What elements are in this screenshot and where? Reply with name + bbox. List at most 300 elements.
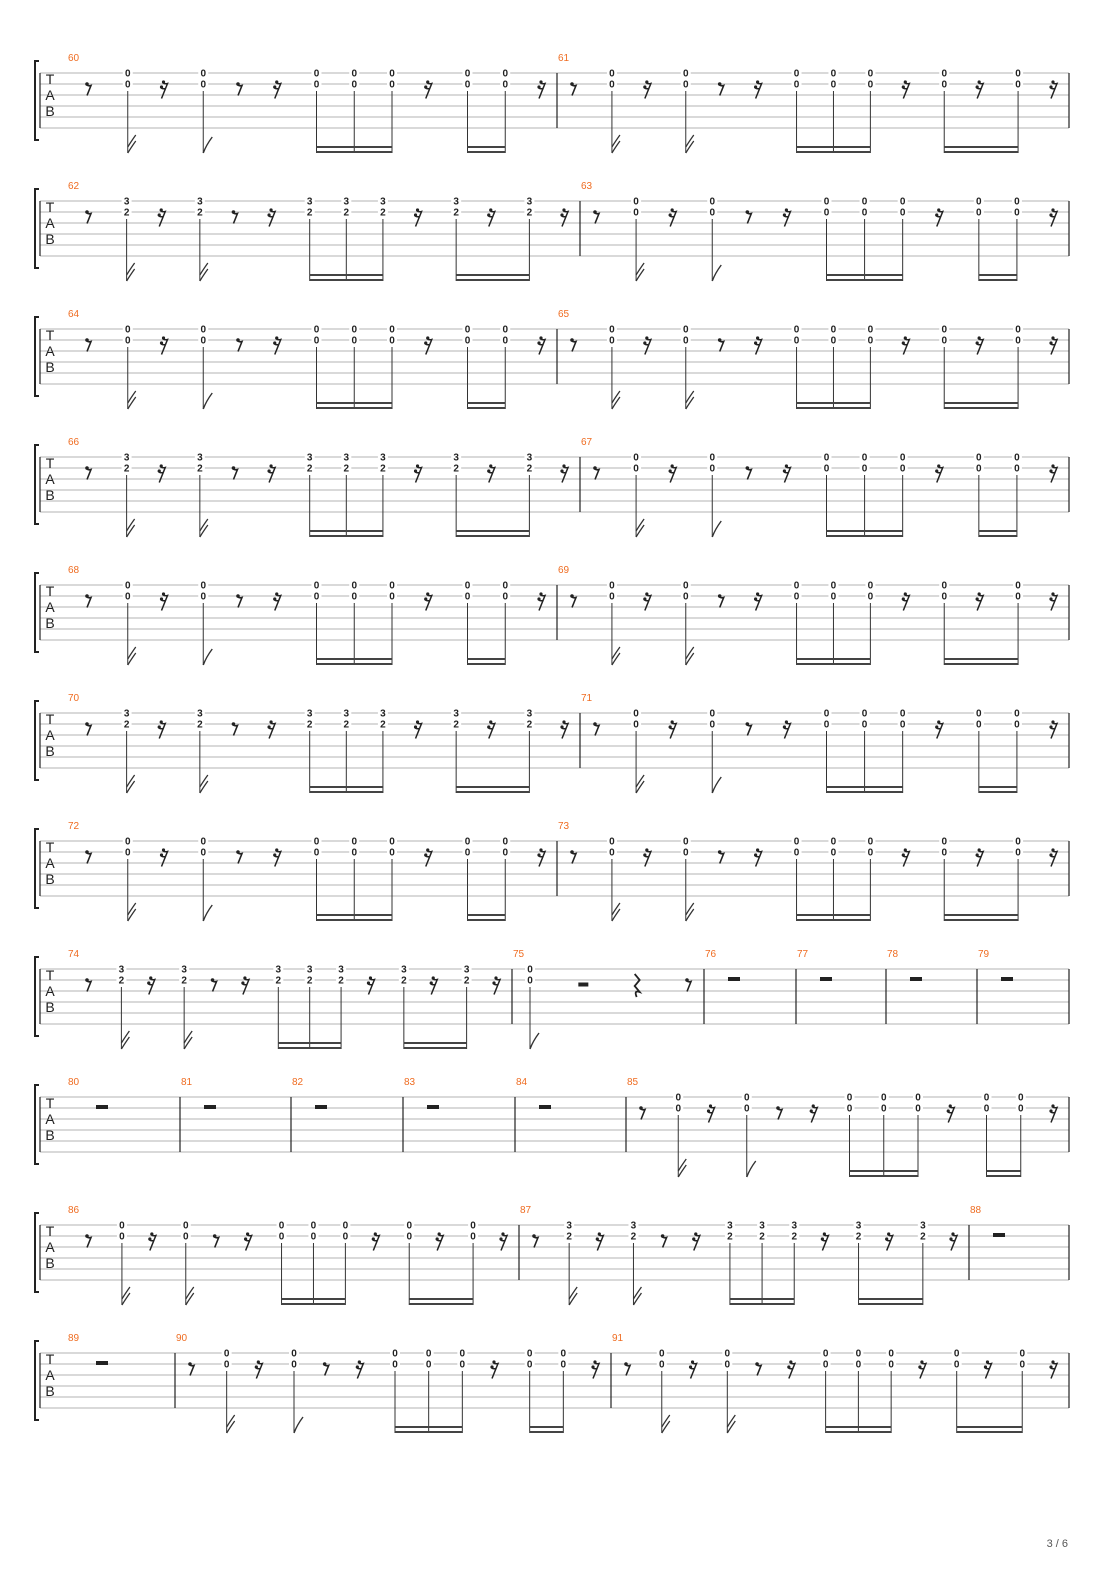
- fret-number: 2: [306, 463, 313, 475]
- fret-number: 0: [899, 708, 906, 720]
- fret-number: 0: [392, 1348, 398, 1360]
- sixteenth-rest: [976, 82, 983, 99]
- fret-number: 0: [861, 207, 868, 219]
- fret-number: 0: [633, 463, 639, 475]
- sixteenth-rest-dot: [426, 592, 429, 595]
- sixteenth-rest-dot: [539, 592, 542, 595]
- sixteenth-rest-dot: [904, 848, 907, 851]
- fret-number: 2: [343, 463, 350, 475]
- measure-number: 70: [68, 693, 80, 704]
- fret-number: 0: [406, 1231, 413, 1243]
- system-bracket: [35, 829, 39, 908]
- tab-clef-letter: B: [45, 103, 55, 119]
- fret-number: 0: [1014, 196, 1020, 208]
- sixteenth-rest: [561, 210, 568, 227]
- sixteenth-rest: [783, 722, 790, 739]
- stem-flag: [203, 137, 212, 153]
- fret-number: 3: [855, 1220, 862, 1232]
- fret-number: 0: [342, 1220, 349, 1232]
- sixteenth-rest: [693, 1234, 700, 1251]
- beam: [827, 279, 903, 281]
- sixteenth-rest: [488, 466, 495, 483]
- fret-number: 2: [759, 1231, 765, 1243]
- eighth-rest-dot: [624, 1362, 628, 1366]
- fret-number: 3: [463, 964, 470, 976]
- eighth-rest-dot: [661, 1234, 665, 1238]
- beam: [404, 1047, 467, 1049]
- fret-number: 0: [830, 335, 837, 347]
- sixteenth-rest-dot: [1051, 1104, 1054, 1107]
- fret-number: 0: [119, 1231, 125, 1243]
- sixteenth-rest-dot: [160, 85, 163, 88]
- fret-number: 0: [823, 463, 830, 475]
- fret-number: 0: [609, 335, 615, 347]
- measure: [68, 309, 545, 409]
- sixteenth-rest: [902, 338, 909, 355]
- stem-flag: [127, 775, 135, 793]
- sixteenth-rest: [561, 466, 568, 483]
- eighth-rest-dot: [593, 722, 597, 726]
- eighth-rest-dot: [85, 978, 89, 982]
- beam: [310, 274, 383, 276]
- sixteenth-rest-dot: [501, 1232, 504, 1235]
- sixteenth-rest: [372, 1234, 379, 1251]
- fret-number: 0: [846, 1103, 853, 1115]
- fret-number: 0: [867, 836, 874, 848]
- sixteenth-rest-dot: [414, 469, 417, 472]
- fret-number: 0: [389, 847, 395, 859]
- beam: [797, 151, 871, 153]
- beam: [310, 786, 383, 788]
- sixteenth-rest: [161, 82, 168, 99]
- stem-flag: [227, 1415, 235, 1433]
- sixteenth-rest-dot: [789, 1360, 792, 1363]
- fret-number: 3: [526, 452, 533, 464]
- fret-number: 0: [793, 79, 800, 91]
- sixteenth-rest-dot: [426, 80, 429, 83]
- sixteenth-rest: [592, 1362, 599, 1379]
- stem-flag: [612, 903, 620, 921]
- eighth-rest-dot: [232, 722, 236, 726]
- measure: [68, 181, 568, 281]
- fret-number: 2: [453, 207, 459, 219]
- fret-number: 3: [306, 708, 313, 720]
- stem-flag: [127, 519, 135, 537]
- sixteenth-rest-dot: [787, 1365, 790, 1368]
- measure: [68, 1205, 507, 1305]
- sixteenth-rest-dot: [267, 725, 270, 728]
- fret-number: 0: [675, 1103, 682, 1115]
- sixteenth-rest-dot: [1049, 597, 1052, 600]
- eighth-rest-dot: [323, 1362, 327, 1366]
- sixteenth-rest-dot: [160, 208, 163, 211]
- stem-flag: [662, 1415, 670, 1433]
- tab-clef-letter: A: [45, 1367, 55, 1383]
- beam: [979, 786, 1017, 788]
- beam: [310, 791, 383, 793]
- fret-number: 2: [453, 719, 459, 731]
- sixteenth-rest-dot: [1051, 80, 1054, 83]
- fret-number: 0: [855, 1359, 862, 1371]
- sixteenth-rest: [936, 466, 943, 483]
- measure-number: 82: [292, 1077, 304, 1088]
- sixteenth-rest: [902, 82, 909, 99]
- fret-number: 0: [1015, 580, 1021, 592]
- sixteenth-rest: [425, 594, 432, 611]
- fret-number: 2: [123, 719, 130, 731]
- fret-number: 0: [899, 452, 906, 464]
- sixteenth-rest-dot: [756, 336, 759, 339]
- fret-number: 0: [351, 836, 358, 848]
- sixteenth-rest-dot: [937, 720, 940, 723]
- stem-flag: [203, 393, 212, 409]
- beam: [530, 1426, 564, 1428]
- fret-number: 0: [342, 1231, 349, 1243]
- eighth-rest-dot: [85, 594, 89, 598]
- tab-clef-letter: T: [45, 327, 55, 343]
- sixteenth-rest: [976, 850, 983, 867]
- sixteenth-rest: [415, 466, 422, 483]
- sixteenth-rest-dot: [416, 720, 419, 723]
- beam: [282, 1303, 346, 1305]
- sixteenth-rest-dot: [162, 80, 165, 83]
- fret-number: 3: [275, 964, 282, 976]
- sixteenth-rest: [245, 1234, 252, 1251]
- eighth-rest-dot: [532, 1234, 536, 1238]
- eighth-rest-dot: [718, 594, 722, 598]
- sixteenth-rest-dot: [1049, 725, 1052, 728]
- fret-number: 3: [306, 196, 313, 208]
- sixteenth-rest: [644, 594, 651, 611]
- fret-number: 3: [380, 708, 386, 720]
- fret-number: 0: [351, 79, 358, 91]
- eighth-rest-dot: [746, 466, 750, 470]
- sixteenth-rest-dot: [671, 208, 674, 211]
- eighth-rest-dot: [755, 1362, 759, 1366]
- beam: [797, 663, 871, 665]
- beam: [468, 146, 506, 148]
- sixteenth-rest-dot: [162, 848, 165, 851]
- fret-number: 0: [502, 836, 509, 848]
- fret-number: 0: [502, 335, 509, 347]
- fret-number: 0: [941, 324, 948, 336]
- whole-rest: [96, 1361, 108, 1365]
- sixteenth-rest: [500, 1234, 507, 1251]
- fret-number: 2: [197, 207, 203, 219]
- beam: [317, 146, 393, 148]
- sixteenth-rest: [488, 210, 495, 227]
- sixteenth-rest-dot: [937, 464, 940, 467]
- fret-number: 0: [830, 580, 837, 592]
- sixteenth-rest-dot: [984, 1365, 987, 1368]
- sixteenth-rest: [158, 722, 165, 739]
- sixteenth-rest-dot: [499, 1237, 502, 1240]
- sixteenth-rest: [976, 338, 983, 355]
- sixteenth-rest-dot: [255, 1365, 258, 1368]
- sixteenth-rest-dot: [424, 341, 427, 344]
- tab-clef-letter: T: [45, 583, 55, 599]
- fret-number: 0: [200, 847, 207, 859]
- fret-number: 0: [915, 1103, 921, 1115]
- fret-number: 0: [983, 1092, 990, 1104]
- system-bracket: [35, 1213, 39, 1292]
- sixteenth-rest: [669, 722, 676, 739]
- fret-number: 0: [633, 452, 639, 464]
- sixteenth-rest-dot: [1049, 1365, 1052, 1368]
- sixteenth-rest: [1050, 1362, 1057, 1379]
- staff-system: [35, 53, 1069, 153]
- fret-number: 0: [830, 591, 837, 603]
- measure-number: 64: [68, 309, 80, 320]
- fret-number: 3: [526, 708, 533, 720]
- stem-flag: [128, 647, 136, 665]
- sixteenth-rest-dot: [1051, 336, 1054, 339]
- measure-number: 61: [558, 53, 570, 64]
- fret-number: 0: [609, 324, 615, 336]
- fret-number: 0: [1019, 1359, 1026, 1371]
- measure-number: 77: [797, 949, 809, 960]
- fret-number: 0: [200, 68, 207, 80]
- fret-number: 0: [976, 452, 982, 464]
- sixteenth-rest-dot: [935, 213, 938, 216]
- sixteenth-rest: [268, 466, 275, 483]
- fret-number: 3: [453, 196, 459, 208]
- sixteenth-rest-dot: [598, 1232, 601, 1235]
- fret-number: 0: [526, 1348, 533, 1360]
- stem-flag: [612, 391, 620, 409]
- system-bracket: [35, 1085, 39, 1164]
- fret-number: 0: [124, 847, 131, 859]
- tab-clef-letter: T: [45, 711, 55, 727]
- fret-number: 3: [343, 452, 350, 464]
- sixteenth-rest: [1050, 594, 1057, 611]
- sixteenth-rest: [425, 82, 432, 99]
- measure: [557, 309, 1057, 409]
- fret-number: 0: [124, 68, 131, 80]
- measure-number: 81: [181, 1077, 193, 1088]
- sixteenth-rest-dot: [756, 592, 759, 595]
- measure-number: 60: [68, 53, 80, 64]
- fret-number: 0: [658, 1348, 665, 1360]
- fret-number: 0: [351, 68, 358, 80]
- beam: [979, 279, 1017, 281]
- fret-number: 3: [343, 196, 350, 208]
- sixteenth-rest: [755, 850, 762, 867]
- fret-number: 3: [566, 1220, 572, 1232]
- eighth-rest-dot: [211, 978, 215, 982]
- sixteenth-rest: [488, 722, 495, 739]
- sixteenth-rest: [356, 1362, 363, 1379]
- sixteenth-rest-dot: [643, 85, 646, 88]
- sixteenth-rest-dot: [160, 341, 163, 344]
- fret-number: 0: [633, 719, 639, 731]
- sixteenth-rest: [1050, 82, 1057, 99]
- fret-number: 0: [682, 335, 689, 347]
- fret-number: 0: [502, 591, 509, 603]
- measure: [175, 1333, 599, 1433]
- beam: [730, 1303, 794, 1305]
- fret-number: 2: [380, 207, 386, 219]
- fret-number: 2: [123, 463, 130, 475]
- measure-number: 67: [581, 437, 593, 448]
- fret-number: 0: [682, 591, 689, 603]
- fret-number: 0: [389, 335, 395, 347]
- sixteenth-rest-dot: [1051, 1360, 1054, 1363]
- fret-number: 3: [380, 196, 386, 208]
- quarter-rest: [635, 974, 640, 997]
- fret-number: 0: [1017, 1092, 1024, 1104]
- sixteenth-rest-dot: [754, 597, 757, 600]
- sixteenth-rest-dot: [489, 464, 492, 467]
- system-bracket: [35, 189, 39, 268]
- fret-number: 0: [867, 79, 874, 91]
- measure-number: 68: [68, 565, 80, 576]
- system-bracket: [35, 1341, 39, 1420]
- sixteenth-rest-dot: [160, 853, 163, 856]
- stem-flag: [686, 647, 694, 665]
- tab-clef-letter: B: [45, 743, 55, 759]
- stem-flag: [200, 263, 208, 281]
- beam: [468, 402, 506, 404]
- fret-number: 3: [123, 452, 130, 464]
- fret-number: 0: [406, 1220, 413, 1232]
- sixteenth-rest: [936, 722, 943, 739]
- sixteenth-rest-dot: [158, 213, 161, 216]
- tab-clef-letter: T: [45, 455, 55, 471]
- beam: [409, 1303, 473, 1305]
- fret-number: 0: [830, 847, 837, 859]
- sixteenth-rest-dot: [432, 976, 435, 979]
- sixteenth-rest-dot: [902, 341, 905, 344]
- fret-number: 0: [313, 68, 320, 80]
- beam: [456, 274, 529, 276]
- eighth-rest-dot: [232, 210, 236, 214]
- fret-number: 0: [351, 847, 358, 859]
- tab-clef-letter: A: [45, 343, 55, 359]
- fret-number: 2: [197, 719, 203, 731]
- fret-number: 2: [855, 1231, 862, 1243]
- sixteenth-rest-dot: [358, 1360, 361, 1363]
- fret-number: 0: [389, 580, 395, 592]
- sixteenth-rest-dot: [976, 597, 979, 600]
- tab-clef-letter: B: [45, 359, 55, 375]
- beam: [282, 1298, 346, 1300]
- fret-number: 0: [709, 719, 716, 731]
- sixteenth-rest-dot: [416, 464, 419, 467]
- stem-flag: [128, 391, 136, 409]
- beam: [530, 1431, 564, 1433]
- sixteenth-rest-dot: [372, 1237, 375, 1240]
- sixteenth-rest: [268, 210, 275, 227]
- eighth-rest-dot: [593, 210, 597, 214]
- beam: [468, 663, 506, 665]
- sixteenth-rest-dot: [160, 597, 163, 600]
- fret-number: 0: [888, 1359, 894, 1371]
- sixteenth-rest: [561, 722, 568, 739]
- fret-number: 0: [200, 591, 207, 603]
- sixteenth-rest-dot: [951, 1232, 954, 1235]
- fret-number: 0: [830, 68, 837, 80]
- fret-number: 0: [124, 591, 131, 603]
- sixteenth-rest-dot: [267, 213, 270, 216]
- fret-number: 3: [630, 1220, 637, 1232]
- stem-flag: [122, 1287, 130, 1305]
- beam: [987, 1175, 1021, 1177]
- fret-number: 2: [343, 719, 350, 731]
- eighth-rest-dot: [746, 210, 750, 214]
- fret-number: 0: [867, 580, 874, 592]
- tab-clef-letter: A: [45, 599, 55, 615]
- sixteenth-rest: [161, 338, 168, 355]
- fret-number: 0: [861, 196, 868, 208]
- fret-number: 0: [823, 708, 830, 720]
- fret-number: 0: [464, 335, 471, 347]
- tab-clef-letter: A: [45, 1239, 55, 1255]
- beam: [395, 1431, 462, 1433]
- fret-number: 0: [560, 1348, 567, 1360]
- stem-flag: [186, 1287, 194, 1305]
- fret-number: 2: [306, 975, 313, 987]
- sixteenth-rest-dot: [430, 981, 433, 984]
- sixteenth-rest: [425, 338, 432, 355]
- sixteenth-rest-dot: [694, 1232, 697, 1235]
- sixteenth-rest-dot: [162, 336, 165, 339]
- sixteenth-rest-dot: [785, 464, 788, 467]
- stem-flag: [747, 1161, 756, 1177]
- sixteenth-rest-dot: [669, 469, 672, 472]
- fret-number: 0: [313, 335, 320, 347]
- sixteenth-rest: [886, 1234, 893, 1251]
- beam: [310, 279, 383, 281]
- fret-number: 0: [899, 463, 906, 475]
- fret-number: 0: [464, 591, 471, 603]
- fret-number: 3: [123, 196, 130, 208]
- stem-flag: [128, 135, 136, 153]
- tab-clef-letter: T: [45, 1095, 55, 1111]
- fret-number: 2: [181, 975, 187, 987]
- fret-number: 0: [953, 1348, 960, 1360]
- eighth-rest-dot: [593, 466, 597, 470]
- sixteenth-rest-dot: [812, 1104, 815, 1107]
- sixteenth-rest-dot: [560, 469, 563, 472]
- beam: [944, 146, 1018, 148]
- fret-number: 0: [846, 1092, 853, 1104]
- tab-clef-letter: B: [45, 1255, 55, 1271]
- fret-number: 0: [459, 1359, 466, 1371]
- fret-number: 2: [197, 463, 203, 475]
- tab-clef-letter: A: [45, 1111, 55, 1127]
- fret-number: 3: [526, 196, 533, 208]
- fret-number: 0: [941, 847, 948, 859]
- fret-number: 0: [823, 719, 830, 731]
- tab-clef-letter: A: [45, 983, 55, 999]
- fret-number: 0: [502, 580, 509, 592]
- fret-number: 2: [566, 1231, 572, 1243]
- stem-flag: [633, 1287, 641, 1305]
- sixteenth-rest-dot: [369, 976, 372, 979]
- beam: [468, 658, 506, 660]
- measure-number: 91: [612, 1333, 624, 1344]
- sixteenth-rest: [783, 210, 790, 227]
- sixteenth-rest-dot: [267, 469, 270, 472]
- sixteenth-rest-dot: [949, 1104, 952, 1107]
- fret-number: 2: [380, 463, 386, 475]
- fret-number: 0: [976, 207, 982, 219]
- sixteenth-rest-dot: [257, 1360, 260, 1363]
- fret-number: 0: [291, 1348, 297, 1360]
- fret-number: 0: [392, 1359, 398, 1371]
- fret-number: 0: [724, 1348, 731, 1360]
